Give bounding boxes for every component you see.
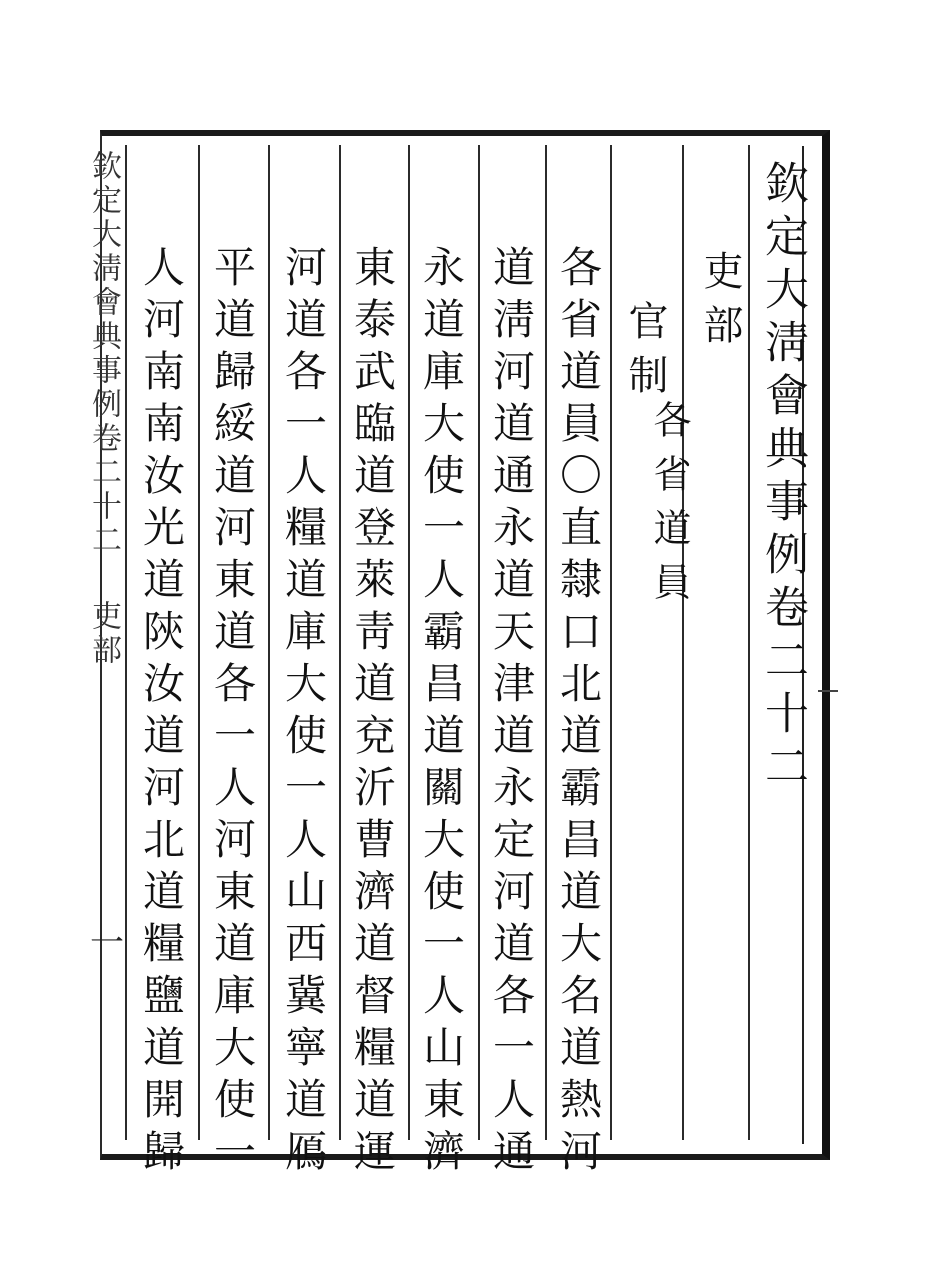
text-column: 河道各一人糧道庫大使一人山西冀寧道鴈 — [279, 245, 328, 1181]
subsection-heading: 官制 — [622, 300, 668, 408]
column-rule — [610, 145, 612, 1140]
column-rule — [198, 145, 200, 1140]
text-column: 各省道員〇直隸口北道霸昌道大名道熱河 — [554, 245, 603, 1181]
column-rule — [545, 145, 547, 1140]
column-rule — [268, 145, 270, 1140]
text-column: 永道庫大使一人霸昌道關大使一人山東濟 — [417, 245, 466, 1181]
column-rule — [408, 145, 410, 1140]
column-rule — [478, 145, 480, 1140]
column-rule — [125, 145, 127, 1140]
document-title: 欽定大淸會典事例卷二十二 — [757, 160, 808, 796]
column-rule — [339, 145, 341, 1140]
text-column: 道淸河道通永道天津道永定河道各一人通 — [487, 245, 536, 1181]
page-folio: 一 — [90, 923, 124, 963]
text-column: 平道歸綏道河東道各一人河東道庫大使一 — [208, 245, 257, 1181]
edge-mark — [818, 690, 838, 702]
section-heading: 吏部 — [697, 250, 743, 358]
margin-title: 欽定大淸會典事例卷二十二 — [86, 150, 121, 558]
text-column: 東泰武臨道登萊靑道兗沂曹濟道督糧道運 — [348, 245, 397, 1181]
text-column: 人河南南汝光道陝汝道河北道糧鹽道開歸 — [137, 245, 186, 1181]
entry-heading: 各省道員 — [647, 400, 691, 616]
column-rule — [682, 145, 684, 1140]
column-rule — [748, 145, 750, 1140]
margin-section: 吏部 — [86, 600, 121, 668]
